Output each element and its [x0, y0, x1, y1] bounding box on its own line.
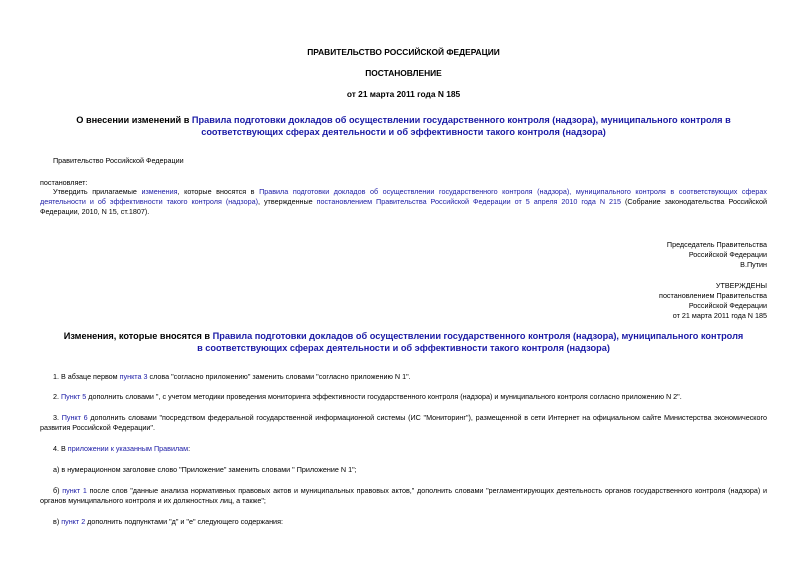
item-2-text-a: 2.: [53, 392, 61, 401]
p1-text-c: , утвержденные: [257, 197, 317, 206]
item-1-text-a: 1. В абзаце первом: [53, 372, 120, 381]
rules-link[interactable]: Правила подготовки докладов об осуществлении государственного контроля (надзора), муниципального контроля в соответствующих сферах деятельности и об эффективности такого контроля (надзора): [40, 187, 767, 206]
item-4v-text-a: в): [53, 517, 62, 526]
government-line: Правительство Российской Федерации: [53, 156, 184, 165]
changes-title: [60, 330, 747, 354]
item-4: [40, 444, 767, 454]
approved-line-3: Российской Федерации: [688, 301, 767, 310]
item-4-text-b: :: [188, 444, 191, 453]
signature-line-1: Председатель Правительства: [666, 240, 767, 249]
item-4v-text-b: дополнить подпунктами "д" и "е" следующего содержания:: [85, 517, 283, 526]
item-4b: [40, 486, 767, 506]
approved-line-1: УТВЕРЖДЕНЫ: [715, 281, 767, 290]
signature-line-2: Российской Федерации: [688, 250, 767, 259]
signature-line-3: В.Путин: [740, 260, 767, 269]
item-4-text-a: 4. В: [53, 444, 68, 453]
item-4b-text-b: после слов "данные анализа нормативных правовых актов и муниципальных правовых актов," дополнить словами "регламентирующих деятельность органов государственного контроля (надзора) и органов муниципального контроля и их должностных лиц, а также";: [40, 486, 768, 505]
item-1-text-b: слова "согласно приложению" заменить словами "согласно приложению N 1".: [147, 372, 411, 381]
title-rules-link[interactable]: Правила подготовки докладов об осуществлении государственного контроля (надзора), муниципального контроля в соответствующих сферах деятельности и об эффективности такого контроля (надзора): [191, 115, 731, 137]
changes-link[interactable]: изменения: [141, 187, 178, 196]
item-2-link[interactable]: Пункт 5: [61, 392, 87, 401]
item-1: [40, 372, 767, 382]
item-3-link[interactable]: Пункт 6: [61, 413, 88, 422]
government-heading: ПРАВИТЕЛЬСТВО РОССИЙСКОЙ ФЕДЕРАЦИИ: [307, 47, 500, 57]
document-type: ПОСТАНОВЛЕНИЕ: [365, 68, 442, 78]
item-4v-link[interactable]: пункт 2: [61, 517, 86, 526]
item-2-text-b: дополнить словами ", с учетом методики проведения мониторинга эффективности государственного контроля (надзора) и муниципального контроля согласно приложению N 2".: [86, 392, 682, 401]
item-4b-text-a: б): [53, 486, 63, 495]
item-1-link[interactable]: пункта 3: [119, 372, 148, 381]
item-3-text-b: дополнить словами "посредством федеральной государственной информационной системы (ИС "Мониторинг"), размещенной в сети Интернет на официальном сайте Министерства экономического развития Российской Федерации".: [40, 413, 767, 432]
changes-title-rules-link[interactable]: Правила подготовки докладов об осуществлении государственного контроля (надзора), муниципального контроля в соответствующих сферах деятельности и об эффективности такого контроля (надзора): [197, 331, 744, 353]
item-4a: а) в нумерационном заголовке слово "Приложение" заменить словами " Приложение N 1";: [53, 465, 357, 474]
decree-paragraph-1: [40, 187, 767, 217]
item-4b-link[interactable]: пункт 1: [62, 486, 87, 495]
document-date-number: от 21 марта 2011 года N 185: [346, 89, 461, 99]
item-3-text-a: 3.: [53, 413, 62, 422]
item-4v: [40, 517, 767, 527]
signature-block: [667, 240, 767, 270]
p1-text-a: Утвердить прилагаемые: [53, 187, 142, 196]
changes-title-prefix: Изменения, которые вносятся в: [63, 331, 213, 341]
item-2: [40, 392, 767, 402]
resolution-215-link[interactable]: постановлением Правительства Российской Федерации от 5 апреля 2010 года N 215: [316, 197, 621, 206]
p1-text-d: (Собрание законодательства Российской Федерации, 2010, N 15, ст.1807).: [40, 197, 767, 216]
title-prefix: О внесении изменений в: [76, 115, 192, 125]
approved-block: [659, 281, 767, 321]
approved-line-2: постановлением Правительства: [659, 291, 767, 300]
decides-line: постановляет:: [40, 178, 88, 187]
document-title: [50, 114, 757, 138]
item-3: [40, 413, 767, 433]
p1-text-b: , которые вносятся в: [177, 187, 260, 196]
item-4-link[interactable]: приложении к указанным Правилам: [67, 444, 189, 453]
approved-line-4: от 21 марта 2011 года N 185: [672, 311, 767, 320]
